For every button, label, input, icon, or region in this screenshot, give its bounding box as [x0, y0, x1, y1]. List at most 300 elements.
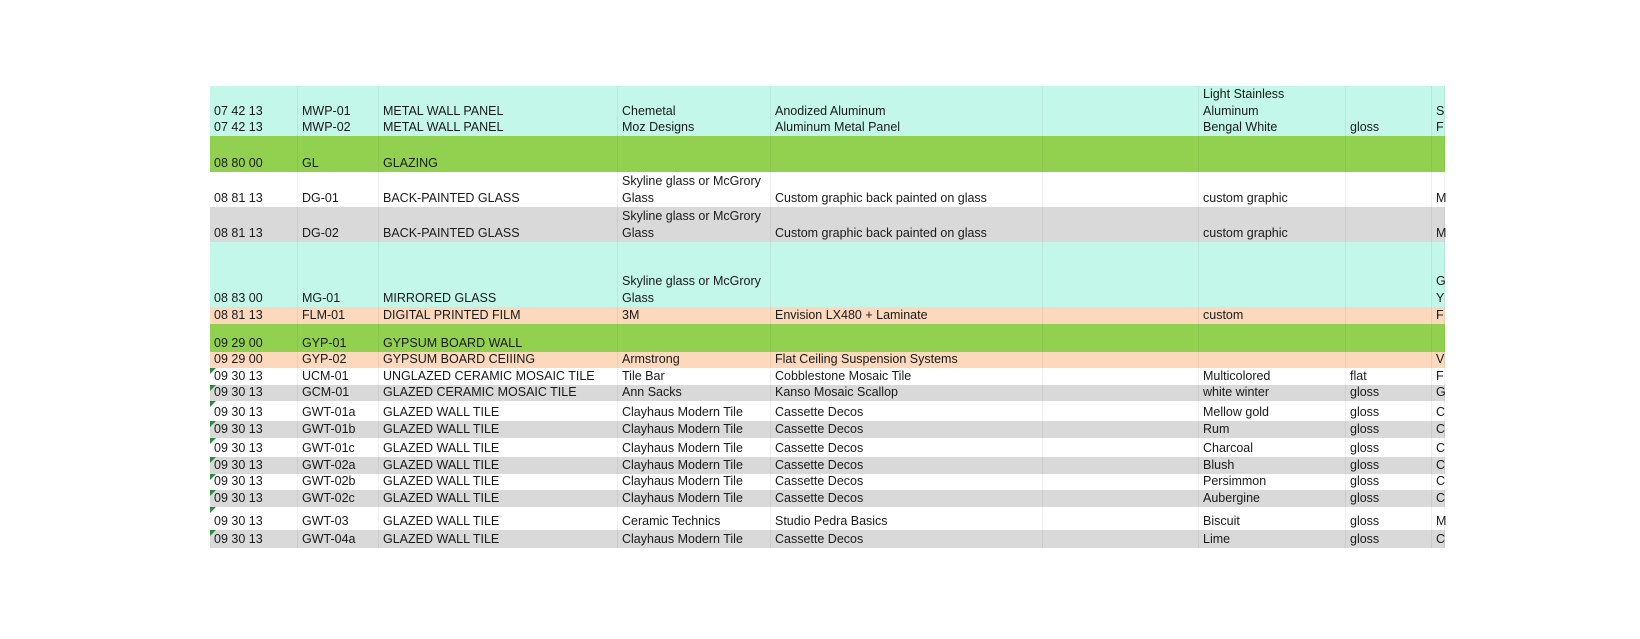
cell-text: Biscuit: [1203, 514, 1240, 528]
product-cell[interactable]: [771, 401, 1043, 421]
cell-text: C: [1436, 532, 1446, 546]
code-cell[interactable]: [210, 474, 298, 490]
table-row: [210, 385, 1445, 401]
finish-cell[interactable]: [1346, 307, 1432, 324]
color-cell[interactable]: [1199, 120, 1346, 136]
color-cell[interactable]: [1199, 307, 1346, 324]
product-cell[interactable]: [771, 421, 1043, 438]
cell-text: GYPSUM BOARD WALL: [383, 336, 523, 350]
finish-cell[interactable]: [1346, 490, 1432, 507]
table-row: [210, 421, 1445, 438]
cell-text: Clayhaus Modern Tile: [622, 532, 743, 546]
cell-text: Cassette Decos: [775, 491, 864, 505]
table-row: [210, 136, 1445, 172]
cell-text: 08 80 00: [214, 156, 263, 170]
cell-text: GL: [302, 156, 319, 170]
color-cell[interactable]: [1199, 103, 1346, 120]
overflow-cell[interactable]: [1432, 242, 1445, 307]
tag-cell[interactable]: [298, 86, 379, 103]
cell-text: GCM-01: [302, 385, 350, 399]
manufacturer-cell[interactable]: [618, 530, 771, 548]
manufacturer-cell[interactable]: [618, 136, 771, 172]
description-cell[interactable]: [379, 86, 618, 103]
cell-text: MWP-02: [302, 120, 351, 134]
cell-text: gloss: [1350, 532, 1380, 546]
product-cell[interactable]: [771, 457, 1043, 474]
cell-text: M: [1436, 226, 1447, 240]
blank-cell[interactable]: [1043, 352, 1199, 368]
cell-text: DG-01: [302, 191, 339, 205]
code-cell[interactable]: [210, 324, 298, 352]
finish-cell[interactable]: [1346, 103, 1432, 120]
cell-text: 07 42 13: [214, 120, 263, 134]
cell-text: gloss: [1350, 474, 1380, 488]
product-cell[interactable]: [771, 474, 1043, 490]
color-cell[interactable]: [1199, 401, 1346, 421]
description-cell[interactable]: [379, 103, 618, 120]
color-cell[interactable]: [1199, 368, 1346, 385]
cell-text: custom graphic: [1203, 226, 1288, 240]
manufacturer-cell[interactable]: [618, 385, 771, 401]
cell-text: Moz Designs: [622, 120, 695, 134]
code-cell[interactable]: [210, 530, 298, 548]
table-row: [210, 103, 1445, 120]
tag-cell[interactable]: [298, 120, 379, 136]
cell-text: gloss: [1350, 514, 1380, 528]
cell-text: Anodized Aluminum: [775, 104, 886, 118]
color-cell[interactable]: [1199, 352, 1346, 368]
cell-text: C: [1436, 458, 1446, 472]
cell-text: METAL WALL PANEL: [383, 104, 504, 118]
description-cell[interactable]: [379, 474, 618, 490]
cell-text: Cassette Decos: [775, 458, 864, 472]
product-cell[interactable]: [771, 530, 1043, 548]
cell-text: Cassette Decos: [775, 441, 864, 455]
description-cell[interactable]: [379, 507, 618, 530]
cell-text: Ann Sacks: [622, 385, 682, 399]
color-cell[interactable]: [1199, 242, 1346, 307]
cell-text: gloss: [1350, 405, 1380, 419]
cell-text: Multicolored: [1203, 369, 1271, 383]
code-cell[interactable]: [210, 490, 298, 507]
cell-text: G: [1436, 274, 1446, 288]
cell-text: GLAZED WALL TILE: [383, 532, 500, 546]
cell-text: Charcoal: [1203, 441, 1254, 455]
description-cell[interactable]: [379, 401, 618, 421]
overflow-cell[interactable]: [1432, 207, 1445, 242]
cell-text: Cassette Decos: [775, 474, 864, 488]
description-cell[interactable]: [379, 530, 618, 548]
blank-cell[interactable]: [1043, 490, 1199, 507]
cell-text: Custom graphic back painted on glass: [775, 191, 987, 205]
description-cell[interactable]: [379, 307, 618, 324]
cell-text: Skyline glass or McGrory: [622, 174, 761, 188]
manufacturer-cell[interactable]: [618, 307, 771, 324]
cell-text: gloss: [1350, 422, 1380, 436]
cell-text: GLAZED WALL TILE: [383, 441, 500, 455]
overflow-cell[interactable]: [1432, 421, 1445, 438]
description-cell[interactable]: [379, 324, 618, 352]
overflow-cell[interactable]: [1432, 530, 1445, 548]
manufacturer-cell[interactable]: [618, 103, 771, 120]
manufacturer-cell[interactable]: [618, 324, 771, 352]
tag-cell[interactable]: [298, 103, 379, 120]
description-cell[interactable]: [379, 385, 618, 401]
table-row: [210, 324, 1445, 352]
cell-text: GWT-04a: [302, 532, 356, 546]
manufacturer-cell[interactable]: [618, 474, 771, 490]
cell-text: 09 29 00: [214, 336, 263, 350]
cell-text: Cassette Decos: [775, 532, 864, 546]
cell-text: MG-01: [302, 291, 341, 305]
description-cell[interactable]: [379, 242, 618, 307]
cell-text: Glass: [622, 226, 654, 240]
tag-cell[interactable]: [298, 457, 379, 474]
manufacturer-cell[interactable]: [618, 401, 771, 421]
cell-text: 09 30 13: [214, 514, 263, 528]
cell-text: Mellow gold: [1203, 405, 1270, 419]
manufacturer-cell[interactable]: [618, 172, 771, 207]
cell-text: Armstrong: [622, 352, 680, 366]
cell-text: 09 30 13: [214, 385, 263, 399]
cell-text: C: [1436, 441, 1446, 455]
cell-text: C: [1436, 422, 1446, 436]
color-cell[interactable]: [1199, 530, 1346, 548]
table-row: [210, 490, 1445, 507]
manufacturer-cell[interactable]: [618, 242, 771, 307]
cell-text: GWT-03: [302, 514, 349, 528]
cell-text: Bengal White: [1203, 120, 1278, 134]
code-cell[interactable]: [210, 352, 298, 368]
cell-text: GLAZED WALL TILE: [383, 422, 500, 436]
finish-cell[interactable]: [1346, 421, 1432, 438]
cell-text: Clayhaus Modern Tile: [622, 491, 743, 505]
spreadsheet-grid: [210, 86, 1445, 556]
overflow-cell[interactable]: [1432, 324, 1445, 352]
overflow-cell[interactable]: [1432, 490, 1445, 507]
cell-text: 08 81 13: [214, 226, 263, 240]
overflow-cell[interactable]: [1432, 507, 1445, 530]
cell-text: 08 81 13: [214, 191, 263, 205]
cell-text: DG-02: [302, 226, 339, 240]
blank-cell[interactable]: [1043, 385, 1199, 401]
manufacturer-cell[interactable]: [618, 490, 771, 507]
overflow-cell[interactable]: [1432, 136, 1445, 172]
color-cell[interactable]: [1199, 86, 1346, 103]
finish-cell[interactable]: [1346, 172, 1432, 207]
tag-cell[interactable]: [298, 438, 379, 457]
cell-text: MWP-01: [302, 104, 351, 118]
cell-text: DIGITAL PRINTED FILM: [383, 308, 521, 322]
cell-text: C: [1436, 405, 1446, 419]
cell-text: Light Stainless: [1203, 87, 1285, 101]
cell-text: gloss: [1350, 458, 1380, 472]
code-cell[interactable]: [210, 207, 298, 242]
tag-cell[interactable]: [298, 324, 379, 352]
color-cell[interactable]: [1199, 474, 1346, 490]
cell-text: GLAZED WALL TILE: [383, 514, 500, 528]
table-row: [210, 368, 1445, 385]
blank-cell[interactable]: [1043, 242, 1199, 307]
cell-text: Clayhaus Modern Tile: [622, 405, 743, 419]
product-cell[interactable]: [771, 307, 1043, 324]
blank-cell[interactable]: [1043, 421, 1199, 438]
cell-text: GWT-01b: [302, 422, 356, 436]
overflow-cell[interactable]: [1432, 86, 1445, 103]
description-cell[interactable]: [379, 438, 618, 457]
overflow-cell[interactable]: [1432, 385, 1445, 401]
product-cell[interactable]: [771, 438, 1043, 457]
manufacturer-cell[interactable]: [618, 352, 771, 368]
color-cell[interactable]: [1199, 457, 1346, 474]
cell-text: MIRRORED GLASS: [383, 291, 497, 305]
description-cell[interactable]: [379, 207, 618, 242]
manufacturer-cell[interactable]: [618, 507, 771, 530]
code-cell[interactable]: [210, 307, 298, 324]
cell-text: GYPSUM BOARD CEIIING: [383, 352, 536, 366]
finish-cell[interactable]: [1346, 207, 1432, 242]
tag-cell[interactable]: [298, 242, 379, 307]
color-cell[interactable]: [1199, 136, 1346, 172]
product-cell[interactable]: [771, 324, 1043, 352]
tag-cell[interactable]: [298, 507, 379, 530]
finish-cell[interactable]: [1346, 474, 1432, 490]
finish-cell[interactable]: [1346, 324, 1432, 352]
manufacturer-cell[interactable]: [618, 86, 771, 103]
product-cell[interactable]: [771, 368, 1043, 385]
finish-cell[interactable]: [1346, 401, 1432, 421]
blank-cell[interactable]: [1043, 86, 1199, 103]
finish-cell[interactable]: [1346, 530, 1432, 548]
code-cell[interactable]: [210, 86, 298, 103]
overflow-cell[interactable]: [1432, 307, 1445, 324]
cell-text: Rum: [1203, 422, 1230, 436]
blank-cell[interactable]: [1043, 368, 1199, 385]
cell-text: GYP-01: [302, 336, 347, 350]
tag-cell[interactable]: [298, 136, 379, 172]
overflow-cell[interactable]: [1432, 103, 1445, 120]
color-cell[interactable]: [1199, 421, 1346, 438]
description-cell[interactable]: [379, 136, 618, 172]
tag-cell[interactable]: [298, 172, 379, 207]
manufacturer-cell[interactable]: [618, 438, 771, 457]
blank-cell[interactable]: [1043, 136, 1199, 172]
blank-cell[interactable]: [1043, 207, 1199, 242]
color-cell[interactable]: [1199, 490, 1346, 507]
description-cell[interactable]: [379, 490, 618, 507]
finish-cell[interactable]: [1346, 368, 1432, 385]
table-row: [210, 86, 1445, 103]
cell-text: METAL WALL PANEL: [383, 120, 504, 134]
manufacturer-cell[interactable]: [618, 457, 771, 474]
product-cell[interactable]: [771, 385, 1043, 401]
cell-text: BACK-PAINTED GLASS: [383, 226, 520, 240]
description-cell[interactable]: [379, 457, 618, 474]
cell-text: GWT-01a: [302, 405, 356, 419]
overflow-cell[interactable]: [1432, 172, 1445, 207]
cell-text: 08 81 13: [214, 308, 263, 322]
code-cell[interactable]: [210, 368, 298, 385]
color-cell[interactable]: [1199, 207, 1346, 242]
blank-cell[interactable]: [1043, 438, 1199, 457]
color-cell[interactable]: [1199, 507, 1346, 530]
cell-text: F: [1436, 308, 1444, 322]
code-cell[interactable]: [210, 438, 298, 457]
overflow-cell[interactable]: [1432, 457, 1445, 474]
description-cell[interactable]: [379, 120, 618, 136]
cell-text: UNGLAZED CERAMIC MOSAIC TILE: [383, 369, 595, 383]
cell-text: GLAZED CERAMIC MOSAIC TILE: [383, 385, 577, 399]
finish-cell[interactable]: [1346, 438, 1432, 457]
cell-text: Persimmon: [1203, 474, 1267, 488]
tag-cell[interactable]: [298, 530, 379, 548]
cell-text: Custom graphic back painted on glass: [775, 226, 987, 240]
cell-text: gloss: [1350, 491, 1380, 505]
code-cell[interactable]: [210, 120, 298, 136]
table-row: [210, 438, 1445, 457]
description-cell[interactable]: [379, 172, 618, 207]
tag-cell[interactable]: [298, 368, 379, 385]
overflow-cell[interactable]: [1432, 401, 1445, 421]
blank-cell[interactable]: [1043, 324, 1199, 352]
overflow-cell[interactable]: [1432, 368, 1445, 385]
cell-text: 08 83 00: [214, 291, 263, 305]
tag-cell[interactable]: [298, 490, 379, 507]
product-cell[interactable]: [771, 120, 1043, 136]
cell-text: Clayhaus Modern Tile: [622, 474, 743, 488]
cell-text: M: [1436, 191, 1447, 205]
cell-text: Envision LX480 + Laminate: [775, 308, 928, 322]
code-cell[interactable]: [210, 136, 298, 172]
cell-text: Tile Bar: [622, 369, 665, 383]
overflow-cell[interactable]: [1432, 352, 1445, 368]
code-cell[interactable]: [210, 507, 298, 530]
cell-text: GWT-02b: [302, 474, 356, 488]
overflow-cell[interactable]: [1432, 438, 1445, 457]
description-cell[interactable]: [379, 352, 618, 368]
tag-cell[interactable]: [298, 474, 379, 490]
tag-cell[interactable]: [298, 352, 379, 368]
finish-cell[interactable]: [1346, 385, 1432, 401]
blank-cell[interactable]: [1043, 120, 1199, 136]
color-cell[interactable]: [1199, 438, 1346, 457]
cell-text: GLAZING: [383, 156, 438, 170]
code-cell[interactable]: [210, 421, 298, 438]
overflow-cell[interactable]: [1432, 120, 1445, 136]
cell-text: Kanso Mosaic Scallop: [775, 385, 898, 399]
cell-text: Cobblestone Mosaic Tile: [775, 369, 912, 383]
product-cell[interactable]: [771, 172, 1043, 207]
manufacturer-cell[interactable]: [618, 120, 771, 136]
finish-cell[interactable]: [1346, 242, 1432, 307]
product-cell[interactable]: [771, 242, 1043, 307]
blank-cell[interactable]: [1043, 457, 1199, 474]
table-row: [210, 474, 1445, 490]
table-row: [210, 401, 1445, 421]
blank-cell[interactable]: [1043, 401, 1199, 421]
blank-cell[interactable]: [1043, 507, 1199, 530]
code-cell[interactable]: [210, 385, 298, 401]
cell-text: V: [1436, 352, 1445, 366]
product-cell[interactable]: [771, 207, 1043, 242]
cell-text: BACK-PAINTED GLASS: [383, 191, 520, 205]
product-cell[interactable]: [771, 86, 1043, 103]
table-row: [210, 507, 1445, 530]
product-cell[interactable]: [771, 490, 1043, 507]
code-cell[interactable]: [210, 103, 298, 120]
color-cell[interactable]: [1199, 172, 1346, 207]
manufacturer-cell[interactable]: [618, 421, 771, 438]
cell-text: Skyline glass or McGrory: [622, 209, 761, 223]
cell-text: UCM-01: [302, 369, 349, 383]
finish-cell[interactable]: [1346, 507, 1432, 530]
cell-text: 09 30 13: [214, 405, 263, 419]
finish-cell[interactable]: [1346, 352, 1432, 368]
cell-text: 09 30 13: [214, 369, 263, 383]
tag-cell[interactable]: [298, 421, 379, 438]
tag-cell[interactable]: [298, 207, 379, 242]
finish-cell[interactable]: [1346, 120, 1432, 136]
table-row: [210, 457, 1445, 474]
cell-text: Y: [1436, 291, 1445, 305]
cell-text: 07 42 13: [214, 104, 263, 118]
cell-text: Cassette Decos: [775, 405, 864, 419]
cell-text: Clayhaus Modern Tile: [622, 422, 743, 436]
cell-text: custom: [1203, 308, 1244, 322]
code-cell[interactable]: [210, 242, 298, 307]
color-cell[interactable]: [1199, 324, 1346, 352]
blank-cell[interactable]: [1043, 474, 1199, 490]
cell-text: Aluminum: [1203, 104, 1259, 118]
cell-text: G: [1436, 385, 1446, 399]
cell-text: 09 30 13: [214, 458, 263, 472]
blank-cell[interactable]: [1043, 307, 1199, 324]
tag-cell[interactable]: [298, 307, 379, 324]
cell-text: 09 30 13: [214, 474, 263, 488]
cell-text: 09 30 13: [214, 422, 263, 436]
product-cell[interactable]: [771, 507, 1043, 530]
code-cell[interactable]: [210, 172, 298, 207]
blank-cell[interactable]: [1043, 103, 1199, 120]
finish-cell[interactable]: [1346, 136, 1432, 172]
cell-text: Lime: [1203, 532, 1231, 546]
cell-text: Glass: [622, 191, 654, 205]
cell-text: Flat Ceiling Suspension Systems: [775, 352, 958, 366]
cell-text: Chemetal: [622, 104, 676, 118]
manufacturer-cell[interactable]: [618, 207, 771, 242]
color-cell[interactable]: [1199, 385, 1346, 401]
finish-cell[interactable]: [1346, 457, 1432, 474]
overflow-cell[interactable]: [1432, 474, 1445, 490]
tag-cell[interactable]: [298, 401, 379, 421]
code-cell[interactable]: [210, 457, 298, 474]
manufacturer-cell[interactable]: [618, 368, 771, 385]
code-cell[interactable]: [210, 401, 298, 421]
cell-text: GLAZED WALL TILE: [383, 491, 500, 505]
blank-cell[interactable]: [1043, 172, 1199, 207]
blank-cell[interactable]: [1043, 530, 1199, 548]
cell-text: Cassette Decos: [775, 422, 864, 436]
product-cell[interactable]: [771, 103, 1043, 120]
product-cell[interactable]: [771, 352, 1043, 368]
cell-text: 3M: [622, 308, 640, 322]
finish-cell[interactable]: [1346, 86, 1432, 103]
cell-text: 09 30 13: [214, 441, 263, 455]
description-cell[interactable]: [379, 368, 618, 385]
description-cell[interactable]: [379, 421, 618, 438]
product-cell[interactable]: [771, 136, 1043, 172]
tag-cell[interactable]: [298, 385, 379, 401]
